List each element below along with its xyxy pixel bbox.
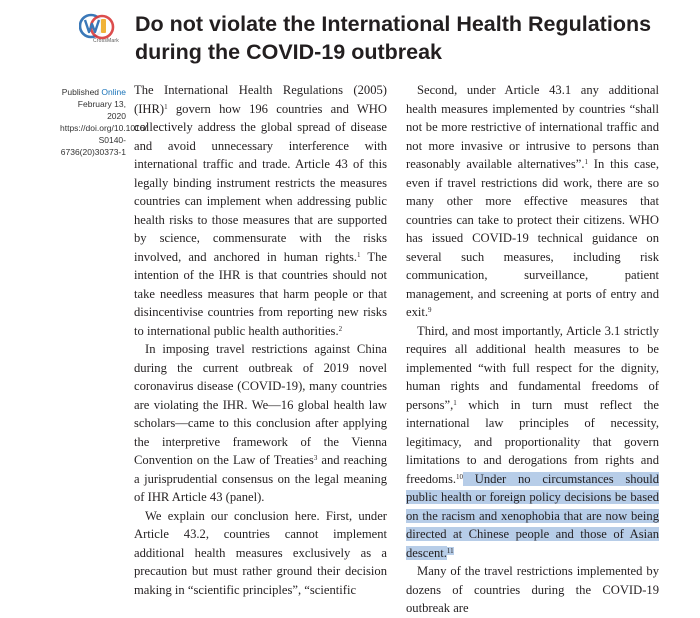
reference-mark[interactable]: 1 [164,102,168,111]
text-run: In this case, even if travel restrictions did work, there are so many other more effective measures that countries can take to protect their citizens. WHO has issued COVID-19 technical guidance on several such measures, including risk communication, surveillance, patient management, and screening at ports of entry and exit. [406,157,660,319]
paragraph-conclusion: We explain our conclusion here. First, under Article 43.2, countries cannot implement additional health measures exclusively as a precaution but must rather ground their decision making in “scientific principles”, “scientific [134,508,387,597]
text-run: The intention of the IHR is that countries should not take needless measures that harm people or that disincentivise countries from reporting new risks to international public health authorities. [134,249,387,338]
publication-info [60,86,147,158]
text-run: Second, under Article 43.1 any additional health measures implemented by countries “shall not be more restrictive of international traffic and not more invasive or intrusive to persons than reasonably available alternatives”. [406,83,659,171]
text-run: Third, and most importantly, Article 3.1 strictly requires all additional health measures to be implemented “with full respect for the dignity, human rights and fundamental freedoms of persons”, [406,323,659,412]
article-column-left [134,81,387,599]
text-run: govern how 196 countries and WHO collectively address the global spread of disease and avoid unnecessary interference with international traffic and trade. Article 43 of this legally binding instrument restricts the measures countries can implement when addressing public health risks to those measures that are supported by science, commensurate with the risks involved, and anchored in human rights. [134,101,387,264]
publication-date: February 13, 2020 [77,99,126,121]
reference-mark[interactable]: 2 [338,324,343,333]
article-title: Do not violate the International Health Regulations during the COVID-19 outbreak [135,12,652,64]
reference-mark[interactable]: 1 [357,250,361,259]
pii-identifier: S0140-6736(20)30373-1 [60,135,126,157]
paragraph-article-43-1 [406,81,659,322]
reference-mark[interactable]: 10 [456,472,464,481]
text-run: which in turn must reflect the international law principles of necessity, legitimacy, and proportionality that govern limitations to and derogations from rights and freedoms. [406,397,659,486]
crossmark-logo[interactable] [79,12,115,54]
reference-mark[interactable]: 9 [428,306,432,314]
doi-link[interactable]: https://doi.org/10.1016/ [60,123,147,133]
article-column-right [406,81,659,618]
crossmark-bookmark [101,19,106,33]
paragraph-travel-restrictions [134,340,387,507]
reference-mark[interactable]: 1 [584,158,588,166]
published-online-line [60,86,126,98]
highlighted-selection[interactable]: Under no circumstances should public health or foreign policy decisions be based on the racism and xenophobia that are now being directed at Chinese people and those of Asian descent. [406,471,659,560]
online-link[interactable]: Online [101,87,126,97]
text-run: and reaching a jurisprudential consensus on the legal meaning of IHR Article 43 (panel). [134,453,387,504]
published-label: Published [61,87,100,97]
reference-mark[interactable]: 11 [446,546,454,555]
reference-mark[interactable]: 1 [453,398,457,407]
text-run: In imposing travel restrictions against China during the current outbreak of 2019 novel coronavirus disease (COVID-19), many countries are violating the IHR. We—16 global health law scholars—came to this conclusion after applying the interpretive framework of the Vienna Convention on the Law of Treaties [134,342,387,467]
crossmark-label: CrossMark [93,38,119,44]
paragraph-article-3-1 [406,322,659,563]
reference-mark[interactable]: 3 [313,454,318,462]
paragraph-ihr-intro [134,81,387,340]
text-run: The International Health Regulations (2005) (IHR) [134,83,387,116]
paragraph-travel-restrictions-cont: Many of the travel restrictions implemented by dozens of countries during the COVID-19 outbreak are [406,564,659,615]
